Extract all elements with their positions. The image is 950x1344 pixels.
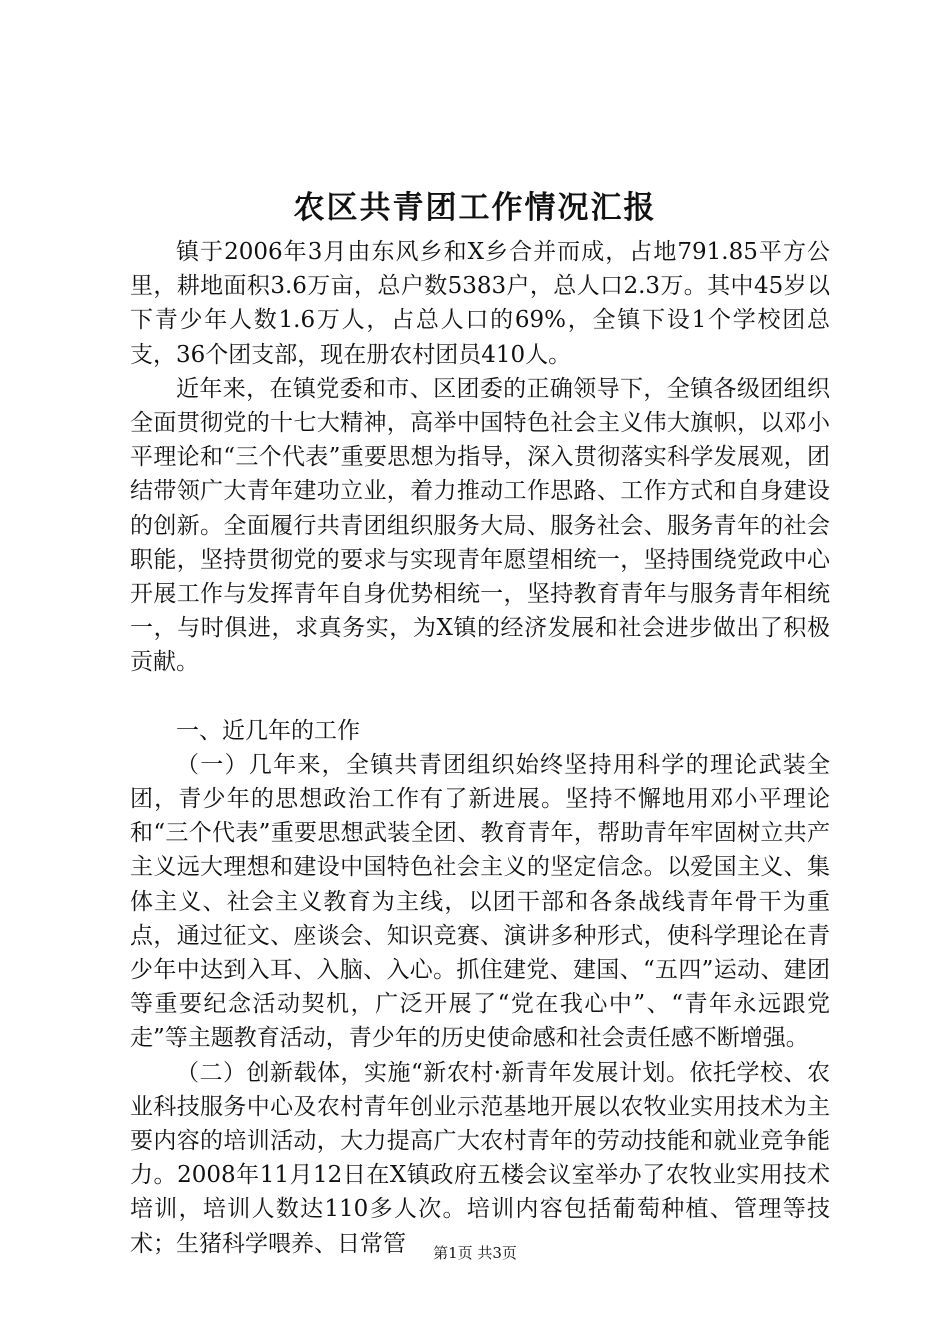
paragraph-section-2: （二）创新载体，实施“新农村·新青年发展计划。依托学校、农业科技服务中心及农村青年创业示范基地开展以农牧业实用技术为主要内容的培训活动，大力提高广大农村青年的劳动技能和就业竞争能力。2008年11月12日在X镇政府五楼会议室举办了农牧业实用技术培训，培训人数达110多人次。培训内容包括葡萄种植、管理等技术；生猪科学喂养、日常管 xyxy=(130,1059,830,1257)
paragraph-intro: 镇于2006年3月由东风乡和X乡合并而成，占地791.85平方公里，耕地面积3.6万亩，总户数5383户，总人口2.3万。其中45岁以下青少年人数1.6万人，占总人口的69%，全镇下设1个学校团总支，36个团支部，现在册农村团员410人。 xyxy=(130,239,830,368)
paragraph-overview: 近年来，在镇党委和市、区团委的正确领导下，全镇各级团组织全面贯彻党的十七大精神，高举中国特色社会主义伟大旗帜，以邓小平理论和“三个代表”重要思想为指导，深入贯彻落实科学发展观，团结带领广大青年建功立业，着力推动工作思路、工作方式和自身建设的创新。全面履行共青团组织服务大局、服务社会、服务青年的社会职能，坚持贯彻党的要求与实现青年愿望相统一，坚持围绕党政中心开展工作与发挥青年自身优势相统一，坚持教育青年与服务青年相统一，与时俱进，求真务实，为X镇的经济发展和社会进步做出了积极贡献。 xyxy=(130,375,830,676)
page-footer: 第1页 共3页 xyxy=(433,1244,517,1262)
section-heading: 一、近几年的工作 xyxy=(176,717,360,744)
paragraph-spacer xyxy=(130,680,830,714)
paragraph-section-1: （一）几年来，全镇共青团组织始终坚持用科学的理论武装全团，青少年的思想政治工作有了新进展。坚持不懈地用邓小平理论和“三个代表”重要思想武装全团、教育青年，帮助青年牢固树立共产主义远大理想和建设中国特色社会主义的坚定信念。以爱国主义、集体主义、社会主义教育为主线，以团干部和各条战线青年骨干为重点，通过征文、座谈会、知识竞赛、演讲多种形式，使科学理论在青少年中达到入耳、入脑、入心。抓住建党、建国、“五四”运动、建团等重要纪念活动契机，广泛开展了“党在我心中”、“青年永远跟党走”等主题教育活动，青少年的历史使命感和社会责任感不断增强。 xyxy=(130,751,830,1052)
document-body xyxy=(130,235,830,1261)
document-title: 农区共青团工作情况汇报 xyxy=(293,190,657,226)
